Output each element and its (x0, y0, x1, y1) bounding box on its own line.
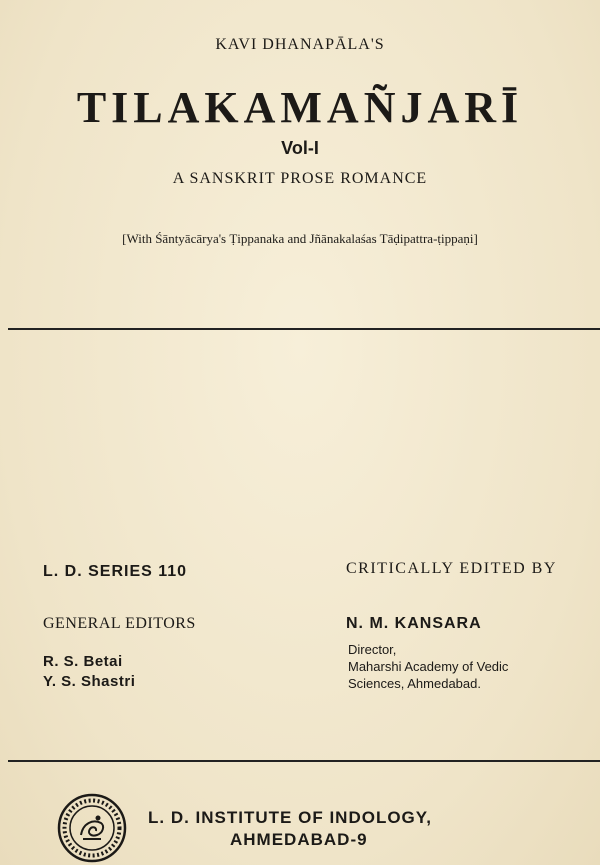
editor-affiliation (348, 641, 508, 692)
top-divider (8, 328, 600, 330)
institute-city: AHMEDABAD-9 (230, 830, 368, 849)
general-editors-label: GENERAL EDITORS (43, 615, 196, 632)
institute-name: L. D. INSTITUTE OF INDOLOGY, (148, 808, 432, 827)
affiliation-line: Sciences, Ahmedabad. (348, 676, 481, 691)
critically-edited-label: CRITICALLY EDITED BY (346, 560, 557, 577)
volume-label: Vol-I (281, 138, 319, 158)
institute-seal-icon (57, 793, 127, 863)
author-line: KAVI DHANAPĀLA'S (215, 36, 385, 53)
general-editor-name: Y. S. Shastri (43, 673, 136, 690)
book-subtitle: A SANSKRIT PROSE ROMANCE (172, 170, 428, 187)
affiliation-line: Director, (348, 642, 397, 657)
series-label: L. D. SERIES 110 (43, 563, 188, 580)
general-editor-name: R. S. Betai (43, 653, 123, 670)
critical-editor-name: N. M. KANSARA (346, 615, 482, 632)
general-editors-list (43, 652, 135, 692)
book-title: TILAKAMAÑJARĪ (76, 83, 524, 132)
bottom-divider (8, 760, 600, 762)
commentary-note: [With Śāntyācārya's Ṭippanaka and Jñānakalaśas Tāḍipattra-ṭippaṇi] (122, 231, 478, 246)
affiliation-line: Maharshi Academy of Vedic (348, 659, 509, 674)
